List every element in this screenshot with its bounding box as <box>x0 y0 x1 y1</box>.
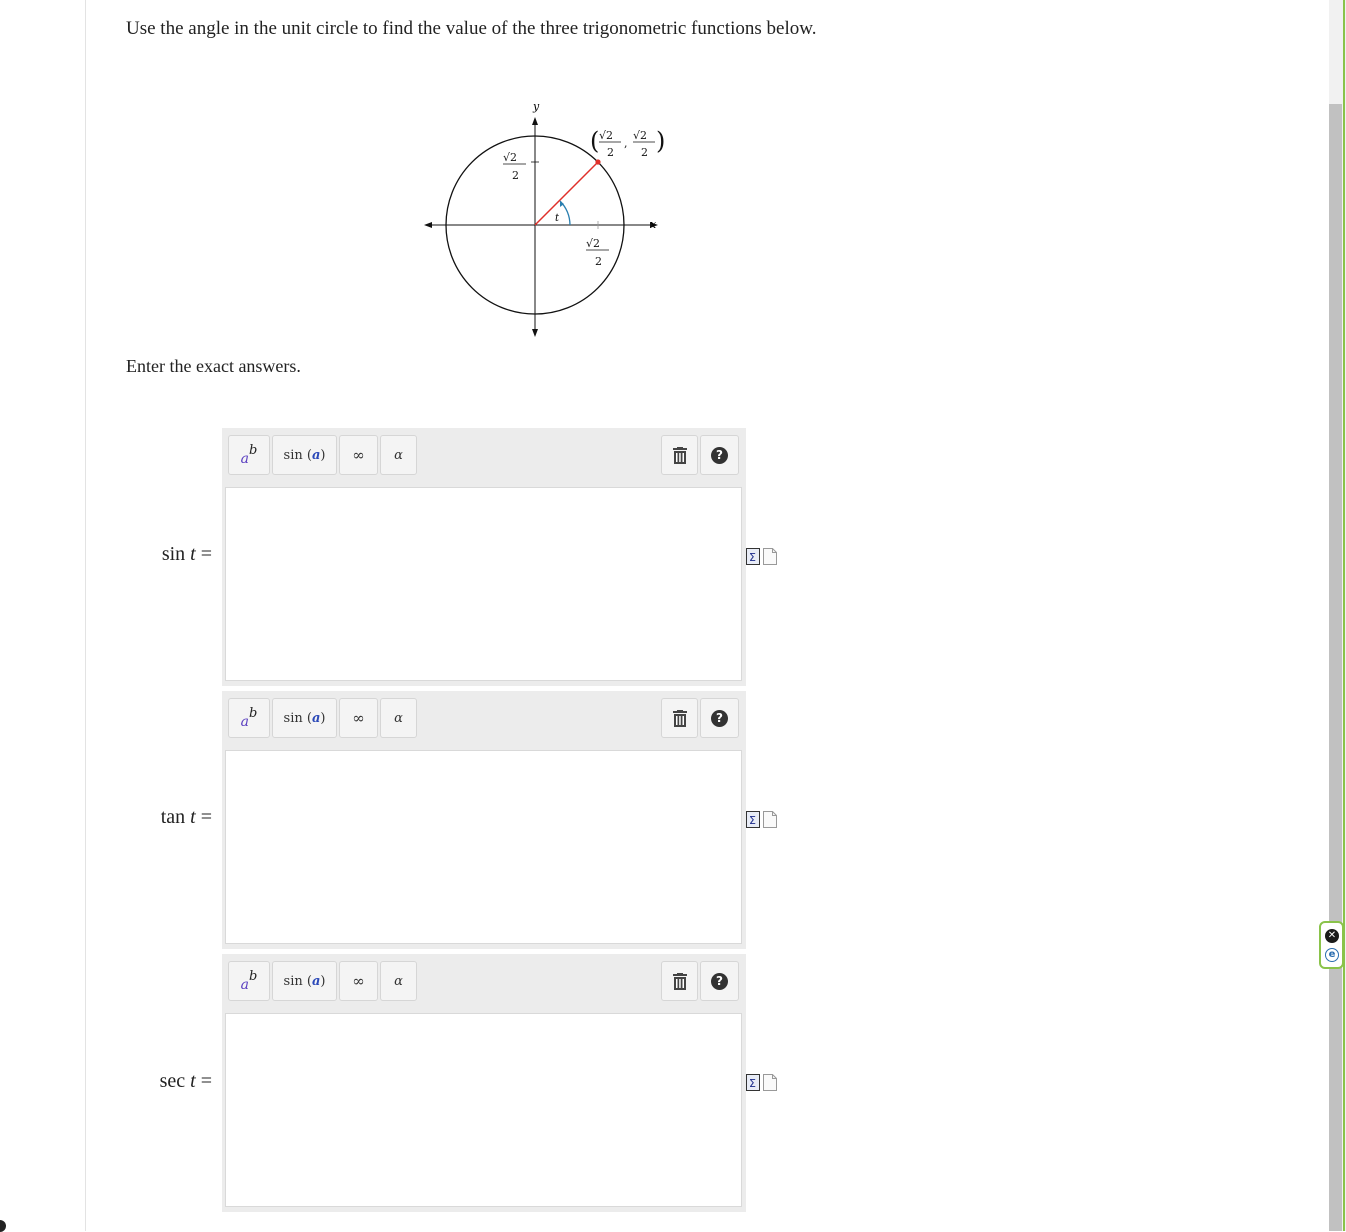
svg-text:√2: √2 <box>586 237 601 250</box>
blank-document-icon[interactable] <box>763 1074 777 1091</box>
tan-t-input[interactable] <box>225 750 742 944</box>
help-button[interactable] <box>700 435 739 475</box>
svg-text:2: 2 <box>641 146 648 159</box>
greek-letters-button[interactable]: α <box>380 698 417 738</box>
svg-text:Σ: Σ <box>749 814 756 827</box>
sin-t-input[interactable] <box>225 487 742 681</box>
tan-t-label: tan t = <box>160 806 212 828</box>
svg-text:2: 2 <box>607 146 614 159</box>
svg-text:): ) <box>656 127 666 155</box>
equation-editor-icon[interactable] <box>746 1074 760 1091</box>
math-editor-tan <box>222 691 746 949</box>
x-axis-label: x <box>650 218 657 231</box>
editor-toolbar <box>222 691 746 751</box>
svg-text:2: 2 <box>595 255 602 268</box>
corner-marker <box>0 1220 6 1232</box>
e-icon[interactable]: e <box>1325 948 1339 962</box>
clear-button[interactable] <box>661 435 698 475</box>
editor-toolbar <box>222 428 746 488</box>
svg-text:,: , <box>624 137 628 150</box>
svg-text:Σ: Σ <box>749 551 756 564</box>
exponent-button[interactable]: a b <box>228 698 270 738</box>
sec-t-label: sec t = <box>159 1070 212 1092</box>
frame-edge <box>1343 0 1345 1231</box>
editor-toolbar <box>222 954 746 1014</box>
trash-icon <box>672 447 688 464</box>
close-icon[interactable]: ✕ <box>1325 929 1339 943</box>
side-widget <box>1319 921 1344 969</box>
svg-text:√2: √2 <box>503 151 518 164</box>
content-left-border <box>85 0 86 1231</box>
help-button[interactable] <box>700 698 739 738</box>
y-axis-label: y <box>533 100 540 113</box>
equation-editor-icon[interactable] <box>746 548 760 565</box>
answer-instruction: Enter the exact answers. <box>126 356 301 376</box>
svg-text:2: 2 <box>512 169 519 182</box>
exponent-button[interactable]: a b <box>228 961 270 1001</box>
exponent-button[interactable]: a b <box>228 435 270 475</box>
function-button[interactable]: sin ( a ) <box>272 435 337 475</box>
svg-text:(: ( <box>590 127 600 155</box>
greek-letters-button[interactable]: α <box>380 961 417 1001</box>
help-icon: ? <box>711 973 728 990</box>
greek-letters-button[interactable]: α <box>380 435 417 475</box>
unit-circle-diagram <box>420 95 680 345</box>
infinity-button[interactable]: ∞ <box>339 435 378 475</box>
sin-t-side-tools <box>746 548 777 565</box>
trash-icon <box>672 710 688 727</box>
help-icon: ? <box>711 447 728 464</box>
svg-text:√2: √2 <box>599 129 614 142</box>
y-tick-label <box>503 151 526 182</box>
x-axis-left-arrow <box>424 222 432 228</box>
y-axis-top-arrow <box>532 117 538 125</box>
tan-t-side-tools <box>746 811 777 828</box>
function-button[interactable]: sin ( a ) <box>272 961 337 1001</box>
scrollbar-thumb[interactable] <box>1329 104 1342 1231</box>
y-axis-bottom-arrow <box>532 329 538 337</box>
math-editor-sin <box>222 428 746 686</box>
infinity-button[interactable]: ∞ <box>339 961 378 1001</box>
point-coordinate-label <box>590 127 665 159</box>
blank-document-icon[interactable] <box>763 811 777 828</box>
terminal-point <box>595 159 600 164</box>
clear-button[interactable] <box>661 698 698 738</box>
x-tick-label <box>586 237 609 268</box>
terminal-radius <box>535 162 598 225</box>
help-icon: ? <box>711 710 728 727</box>
question-prompt: Use the angle in the unit circle to find the value of the three trigonometric functions below. <box>126 18 817 39</box>
infinity-button[interactable]: ∞ <box>339 698 378 738</box>
function-button[interactable]: sin ( a ) <box>272 698 337 738</box>
sin-t-label: sin t = <box>161 543 212 565</box>
sec-t-side-tools <box>746 1074 777 1091</box>
sec-t-input[interactable] <box>225 1013 742 1207</box>
blank-document-icon[interactable] <box>763 548 777 565</box>
equation-editor-icon[interactable] <box>746 811 760 828</box>
trash-icon <box>672 973 688 990</box>
svg-text:Σ: Σ <box>749 1077 756 1090</box>
svg-text:√2: √2 <box>633 129 648 142</box>
math-editor-sec <box>222 954 746 1212</box>
clear-button[interactable] <box>661 961 698 1001</box>
help-button[interactable] <box>700 961 739 1001</box>
angle-label: t <box>555 213 560 224</box>
angle-arc-arrowhead <box>560 201 564 207</box>
